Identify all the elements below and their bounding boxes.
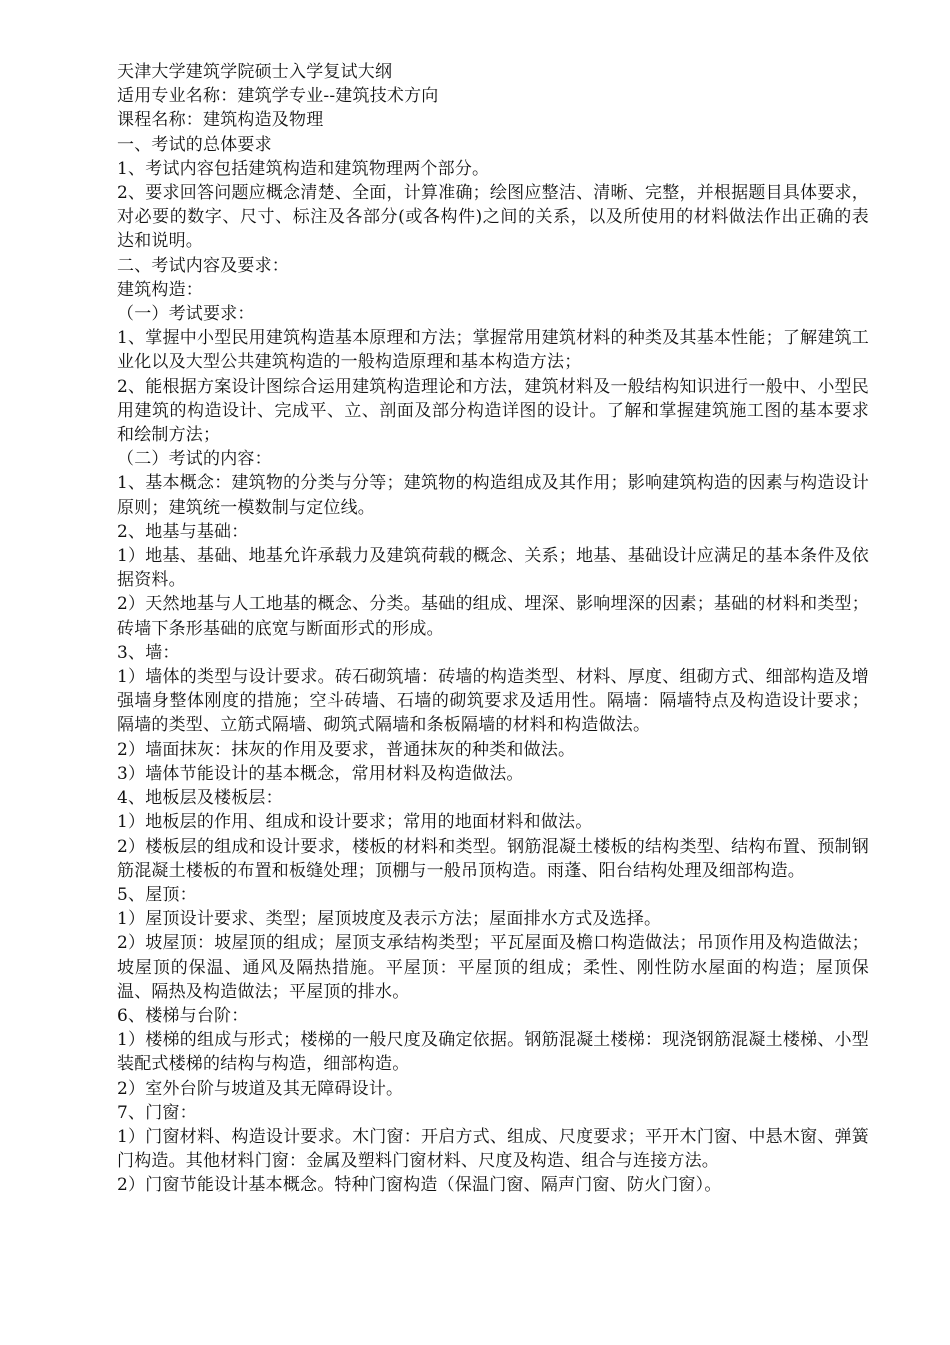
- paragraph: 2）室外台阶与坡道及其无障碍设计。: [117, 1078, 404, 1099]
- paragraph: 2、地基与基础：: [117, 521, 249, 542]
- paragraph: 1、掌握中小型民用建筑构造基本原理和方法；掌握常用建筑材料的种类及其基本性能；了解建筑工业化以及大型公共建筑构造的一般构造原理和基本构造方法；: [117, 328, 869, 373]
- major-name: 适用专业名称：建筑学专业--建筑技术方向: [117, 86, 439, 107]
- paragraph: 1）地基、基础、地基允许承载力及建筑荷载的概念、关系；地基、基础设计应满足的基本条件及依据资料。: [117, 546, 869, 591]
- document-page: [117, 60, 869, 1198]
- course-name: 课程名称：建筑构造及物理: [117, 110, 324, 131]
- paragraph: 1）屋顶设计要求、类型；屋顶坡度及表示方法；屋面排水方式及选择。: [117, 909, 662, 930]
- paragraph: 5、屋顶：: [117, 884, 197, 905]
- paragraph: 2）门窗节能设计基本概念。特种门窗构造（保温门窗、隔声门窗、防火门窗）。: [117, 1175, 722, 1196]
- paragraph: 一、考试的总体要求: [117, 134, 272, 155]
- paragraph: 1）楼梯的组成与形式；楼梯的一般尺度及确定依据。钢筋混凝土楼梯：现浇钢筋混凝土楼梯、小型装配式楼梯的结构与构造，细部构造。: [117, 1030, 869, 1075]
- document-title: 天津大学建筑学院硕士入学复试大纲: [117, 62, 393, 82]
- paragraph: 3、墙：: [117, 642, 180, 663]
- paragraph: 2）坡屋顶：坡屋顶的组成；屋顶支承结构类型；平瓦屋面及檐口构造做法；吊顶作用及构造做法；坡屋顶的保温、通风及隔热措施。平屋顶：平屋顶的组成；柔性、刚性防水屋面的构造；屋顶保温、隔热及构造做法；平屋顶的排水。: [117, 933, 869, 1002]
- paragraph: 1）地板层的作用、组成和设计要求；常用的地面材料和做法。: [117, 812, 593, 833]
- paragraph: 2、能根据方案设计图综合运用建筑构造理论和方法，建筑材料及一般结构知识进行一般中、小型民用建筑的构造设计、完成平、立、剖面及部分构造详图的设计。了解和掌握建筑施工图的基本要求和绘制方法；: [117, 376, 869, 446]
- paragraph: （二）考试的内容：: [117, 449, 272, 470]
- paragraph: 4、地板层及楼板层：: [117, 788, 283, 809]
- paragraph: 建筑构造：: [117, 279, 203, 300]
- paragraph: 1）门窗材料、构造设计要求。木门窗：开启方式、组成、尺度要求；平开木门窗、中悬木窗、弹簧门构造。其他材料门窗：金属及塑料门窗材料、尺度及构造、组合与连接方法。: [117, 1126, 869, 1172]
- paragraph: 二、考试内容及要求：: [117, 255, 289, 276]
- paragraph: 2）楼板层的组成和设计要求，楼板的材料和类型。钢筋混凝土楼板的结构类型、结构布置、预制钢筋混凝土楼板的布置和板缝处理；顶棚与一般吊顶构造。雨蓬、阳台结构处理及细部构造。: [117, 836, 869, 881]
- paragraph: 2）墙面抹灰：抹灰的作用及要求，普通抹灰的种类和做法。: [117, 739, 576, 760]
- paragraph: 1、考试内容包括建筑构造和建筑物理两个部分。: [117, 158, 490, 179]
- paragraph: 2、要求回答问题应概念清楚、全面，计算准确；绘图应整洁、清晰、完整，并根据题目具体要求，对必要的数字、尺寸、标注及各部分(或各构件)之间的关系，以及所使用的材料做法作出正确的表达和说明。: [117, 183, 869, 252]
- paragraph: 7、门窗：: [117, 1102, 197, 1123]
- paragraph: 3）墙体节能设计的基本概念，常用材料及构造做法。: [117, 763, 524, 784]
- paragraph: 2）天然地基与人工地基的概念、分类。基础的组成、埋深、影响埋深的因素；基础的材料和类型；砖墙下条形基础的底宽与断面形式的形成。: [117, 594, 869, 639]
- paragraph: （一）考试要求：: [117, 304, 255, 325]
- paragraph: 1）墙体的类型与设计要求。砖石砌筑墙：砖墙的构造类型、材料、厚度、组砌方式、细部构造及增强墙身整体刚度的措施；空斗砖墙、石墙的砌筑要求及适用性。隔墙：隔墙特点及构造设计要求；隔墙的类型、立筋式隔墙、砌筑式隔墙和条板隔墙的材料和构造做法。: [117, 667, 869, 736]
- paragraph: 1、基本概念：建筑物的分类与分等；建筑物的构造组成及其作用；影响建筑构造的因素与构造设计原则；建筑统一模数制与定位线。: [117, 473, 869, 518]
- paragraph: 6、楼梯与台阶：: [117, 1005, 249, 1026]
